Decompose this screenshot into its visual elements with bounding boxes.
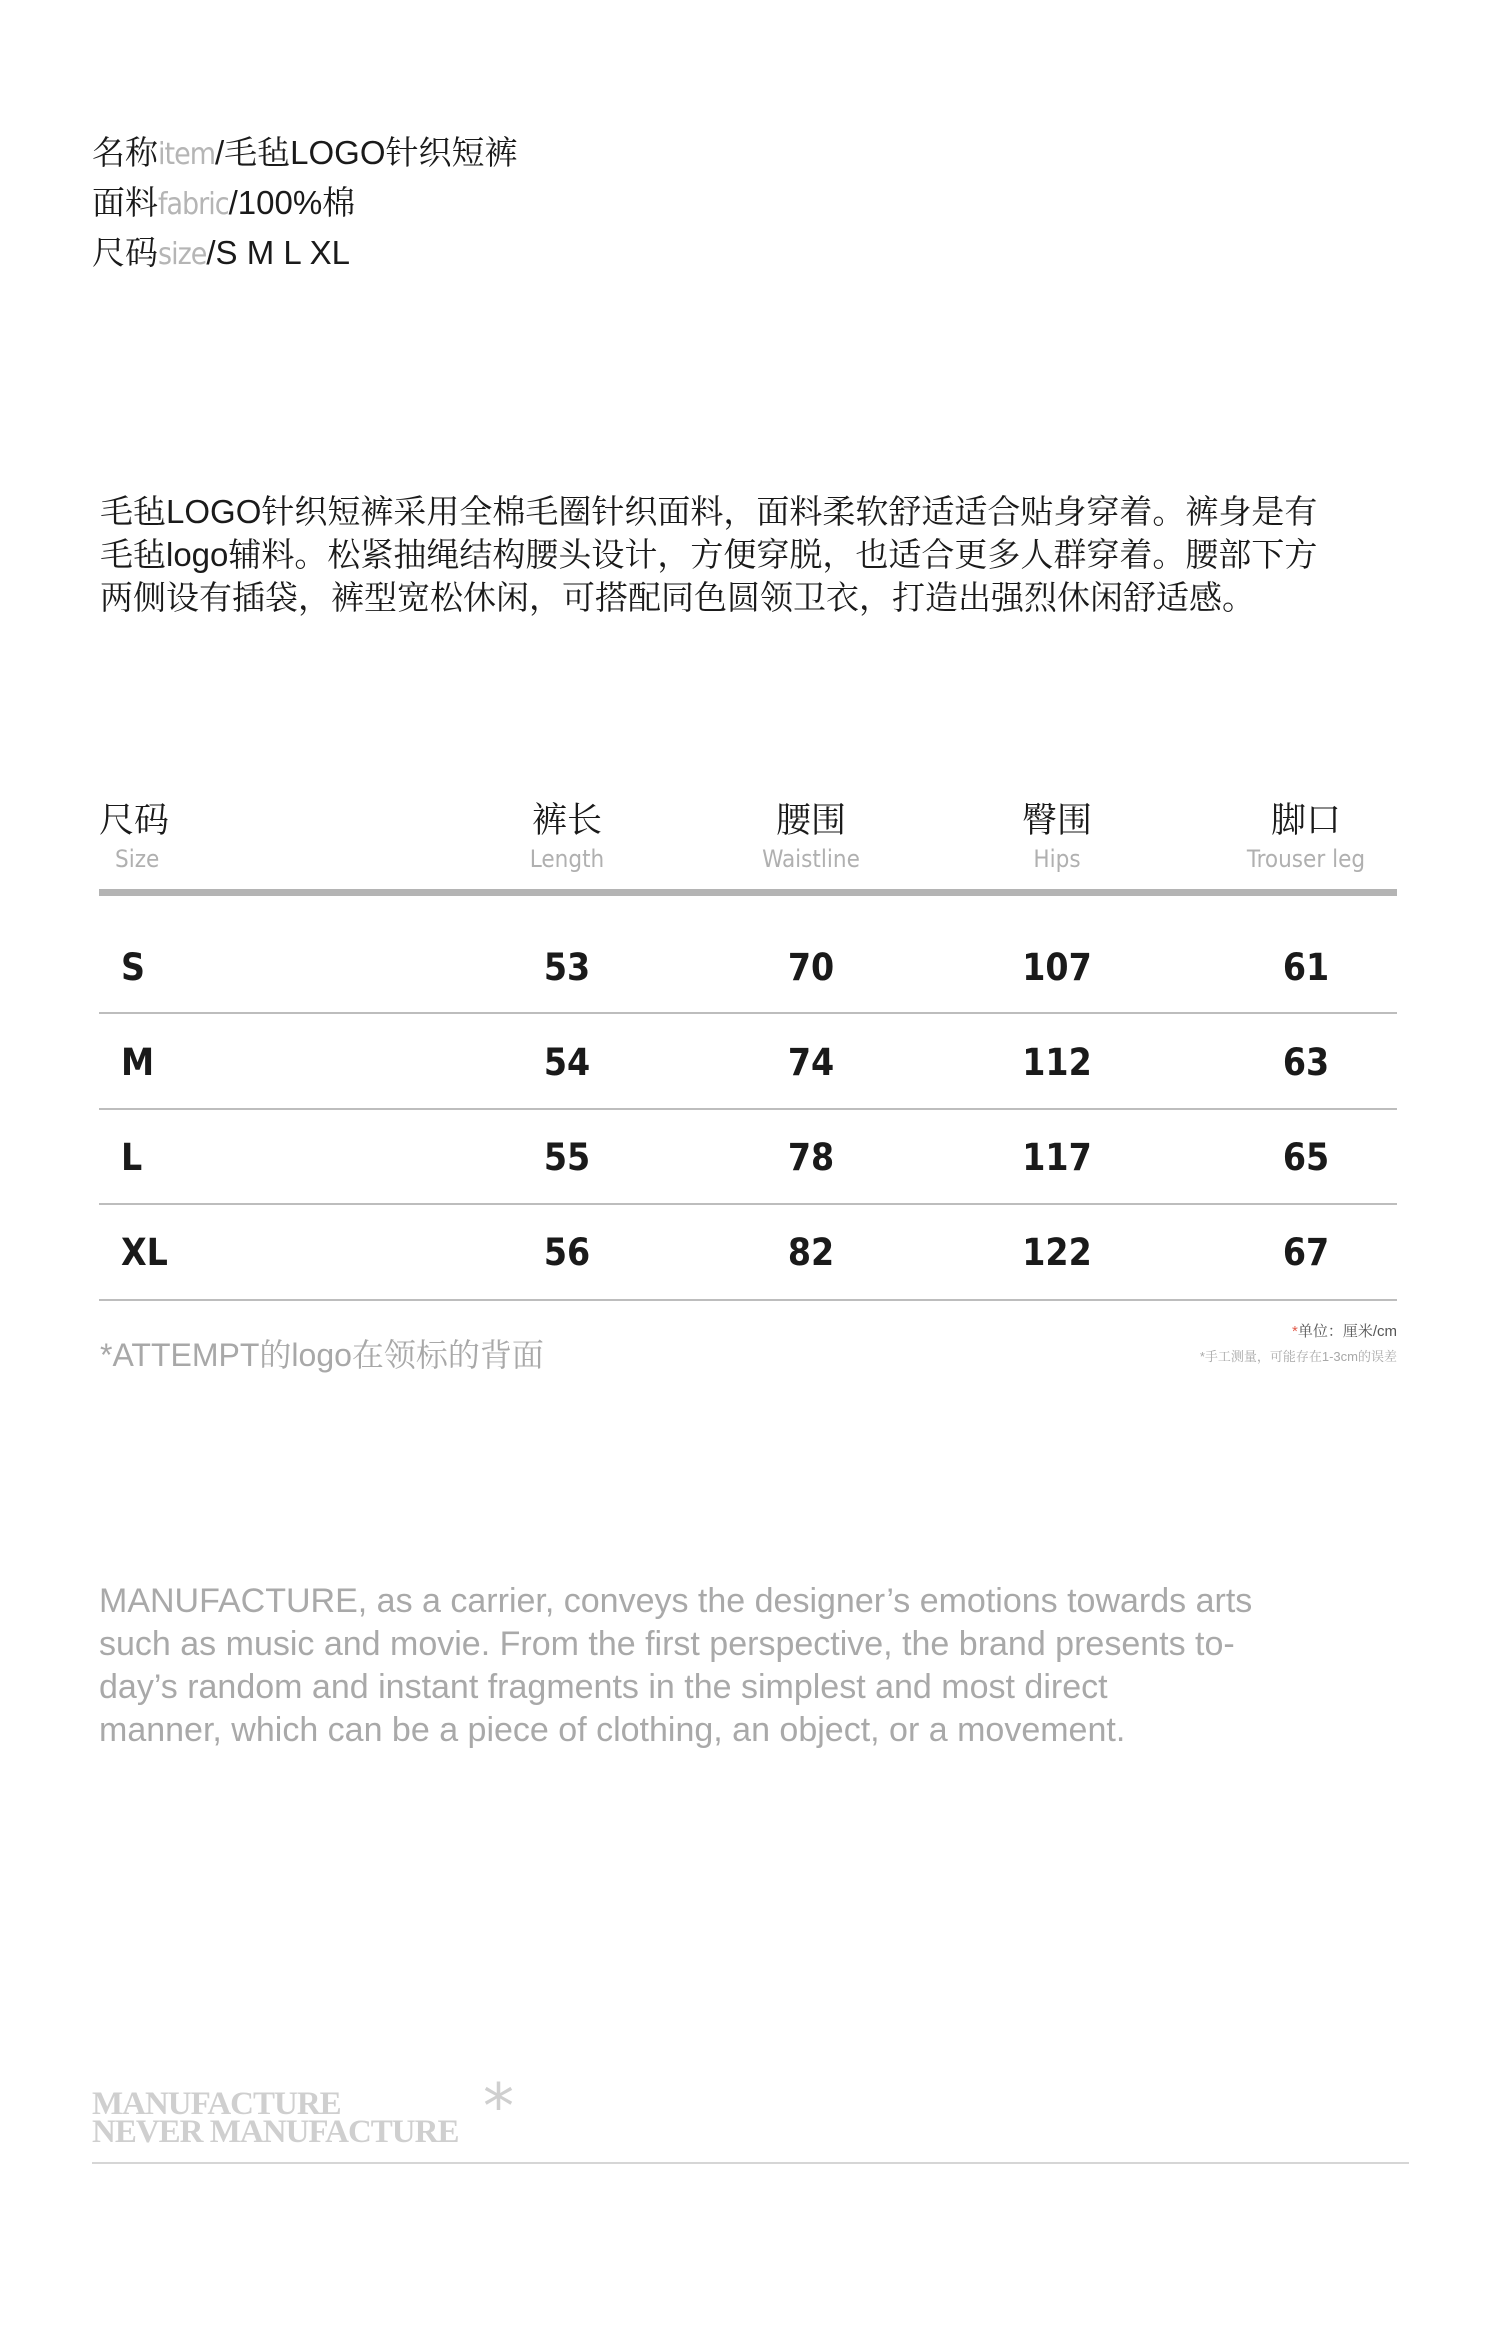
unit-label (1292, 1320, 1397, 1341)
spec-size-value: /S M L XL (206, 234, 351, 271)
spec-item-cn: 名称 (92, 134, 158, 171)
cell-trouser-leg: 63 (1282, 1041, 1330, 1084)
header-trouser-leg-cn: 脚口 (1270, 801, 1341, 840)
unit-text: 单位：厘米/cm (1297, 1323, 1397, 1340)
row-divider (99, 1012, 1397, 1014)
product-description (100, 490, 1440, 619)
header-length (467, 798, 667, 874)
description-line: 两侧设有插袋，裤型宽松休闲，可搭配同色圆领卫衣，打造出强烈休闲舒适感。 (100, 579, 1255, 616)
asterisk-icon: * (483, 2070, 514, 2143)
spec-fabric-cn: 面料 (92, 184, 158, 221)
header-size (99, 798, 169, 874)
header-trouser-leg-en: Trouser leg (1246, 845, 1366, 873)
cell-size: M (121, 1041, 155, 1084)
cell-hips: 117 (1022, 1136, 1092, 1179)
spec-size (92, 228, 350, 280)
cell-trouser-leg: 67 (1282, 1231, 1330, 1274)
header-length-en: Length (529, 845, 605, 873)
cell-hips: 112 (1022, 1041, 1092, 1084)
spec-item-en: item (158, 137, 215, 172)
spec-size-en: size (158, 237, 207, 272)
cell-size: XL (121, 1231, 168, 1274)
logo-note: *ATTEMPT的logo在领标的背面 (100, 1337, 544, 1373)
header-length-cn: 裤长 (531, 801, 602, 840)
spec-fabric-en: fabric (158, 187, 229, 222)
cell-size: S (121, 946, 145, 989)
header-size-cn: 尺码 (99, 801, 170, 840)
brand-statement-line: day’s random and instant fragments in the simplest and most direct (99, 1668, 1108, 1706)
cell-length: 53 (543, 946, 591, 989)
measurement-tolerance: *手工测量，可能存在1-3cm的误差 (1199, 1349, 1397, 1364)
cell-waistline: 82 (787, 1231, 835, 1274)
description-line: 毛毡LOGO针织短裤采用全棉毛圈针织面料，面料柔软舒适适合贴身穿着。裤身是有 (100, 493, 1318, 530)
cell-length: 55 (543, 1136, 591, 1179)
brand-statement (99, 1580, 1439, 1752)
cell-waistline: 78 (787, 1136, 835, 1179)
cell-trouser-leg: 61 (1282, 946, 1330, 989)
brand-statement-line: MANUFACTURE, as a carrier, conveys the designer’s emotions towards arts (99, 1582, 1253, 1620)
cell-size: L (121, 1136, 143, 1179)
header-hips-en: Hips (1033, 845, 1081, 873)
header-waistline (711, 798, 911, 874)
header-trouser-leg (1196, 798, 1416, 874)
footer-divider (92, 2162, 1409, 2164)
brand-logo-line1: MANUFACTURE (92, 2086, 341, 2122)
table-header-divider (99, 889, 1397, 896)
header-waistline-en: Waistline (762, 845, 860, 873)
unit-star: * (1291, 1323, 1298, 1340)
row-divider (99, 1108, 1397, 1110)
spec-fabric-value: /100%棉 (228, 184, 356, 221)
header-waistline-cn: 腰围 (775, 801, 846, 840)
row-divider (99, 1299, 1397, 1301)
cell-length: 56 (543, 1231, 591, 1274)
header-hips-cn: 臀围 (1021, 801, 1092, 840)
description-line: 毛毡logo辅料。松紧抽绳结构腰头设计，方便穿脱，也适合更多人群穿着。腰部下方 (100, 536, 1318, 573)
cell-trouser-leg: 65 (1282, 1136, 1330, 1179)
brand-statement-line: such as music and movie. From the first perspective, the brand presents to- (99, 1625, 1235, 1663)
spec-item-value: /毛毡LOGO针织短裤 (214, 134, 518, 171)
cell-hips: 122 (1022, 1231, 1092, 1274)
brand-logo-line2: NEVER MANUFACTURE (92, 2114, 459, 2150)
spec-fabric (92, 178, 355, 230)
row-divider (99, 1203, 1397, 1205)
cell-waistline: 70 (787, 946, 835, 989)
header-hips (957, 798, 1157, 874)
brand-statement-line: manner, which can be a piece of clothing, an object, or a movement. (99, 1711, 1126, 1749)
header-size-en: Size (115, 845, 160, 873)
cell-waistline: 74 (787, 1041, 835, 1084)
cell-hips: 107 (1022, 946, 1092, 989)
cell-length: 54 (543, 1041, 591, 1084)
spec-item (92, 128, 518, 180)
spec-size-cn: 尺码 (92, 234, 158, 271)
